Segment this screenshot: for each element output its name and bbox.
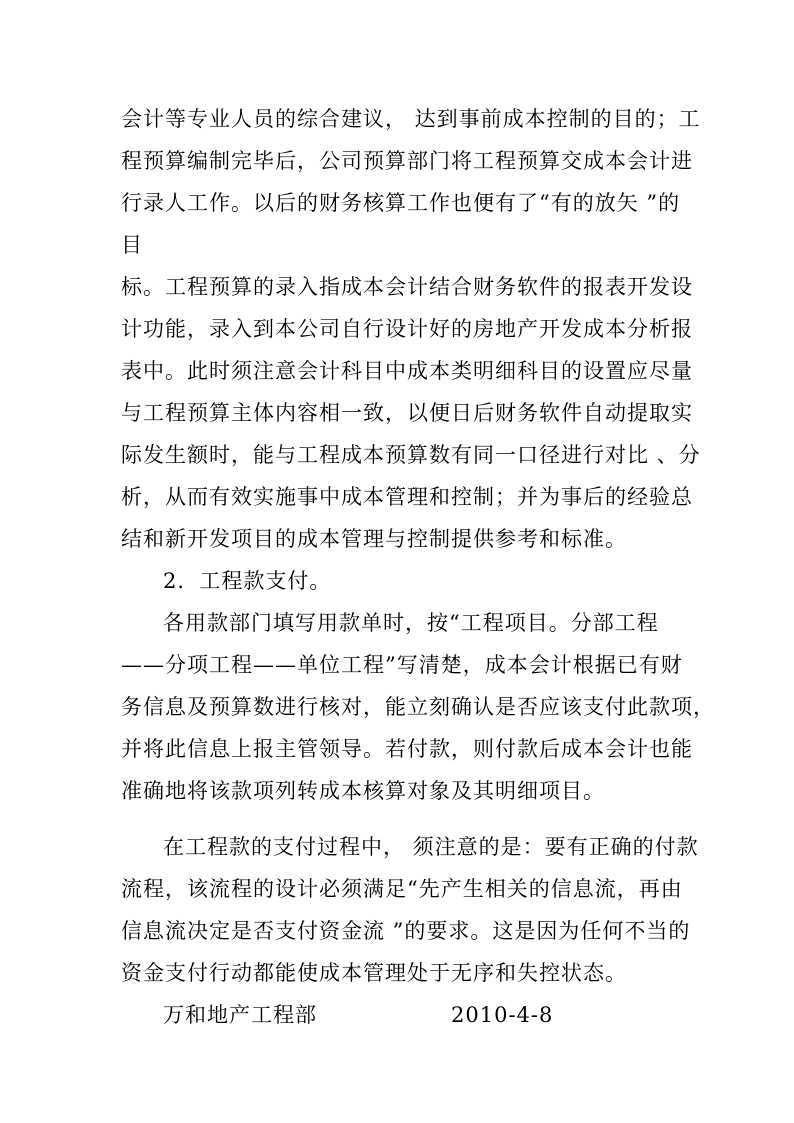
- paragraph-line: 目: [121, 233, 143, 257]
- paragraph-line: 与工程预算主体内容相一致，以便日后财务软件自动提取实: [121, 401, 693, 425]
- paragraph-line: ——分项工程——单位工程”写清楚，成本会计根据已有财: [121, 653, 683, 677]
- paragraph-line: 析，从而有效实施事中成本管理和控制；并为事后的经验总: [121, 485, 693, 509]
- paragraph-line: 流程，该流程的设计必须满足“先产生相关的信息流，再由: [121, 877, 683, 901]
- paragraph-line: 标。工程预算的录入指成本会计结合财务软件的报表开发设: [121, 275, 693, 299]
- paragraph-line: 行录人工作。以后的财务核算工作也便有了“有的放矢 ”的: [121, 191, 681, 215]
- paragraph-line: 务信息及预算数进行核对，能立刻确认是否应该支付此款项，: [121, 695, 715, 719]
- paragraph-line: 资金支付行动都能使成本管理处于无序和失控状态。: [121, 961, 627, 985]
- paragraph-line: 计功能，录入到本公司自行设计好的房地产开发成本分析报: [121, 317, 693, 341]
- section-heading: 2．工程款支付。: [163, 569, 332, 593]
- paragraph-line: 信息流决定是否支付资金流 ”的要求。这是因为任何不当的: [121, 919, 691, 943]
- signature-department: 万和地产工程部: [163, 1003, 317, 1027]
- signature-date: 2010-4-8: [451, 1003, 554, 1027]
- paragraph-line: 准确地将该款项列转成本核算对象及其明细项目。: [121, 779, 605, 803]
- paragraph-line: 表中。此时须注意会计科目中成本类明细科目的设置应尽量: [121, 359, 693, 383]
- paragraph-line: 结和新开发项目的成本管理与控制提供参考和标准。: [121, 527, 627, 551]
- paragraph-line: 程预算编制完毕后，公司预算部门将工程预算交成本会计进: [121, 149, 693, 173]
- paragraph-line: 并将此信息上报主管领导。若付款，则付款后成本会计也能: [121, 737, 693, 761]
- paragraph-line: 各用款部门填写用款单时，按“工程项目。分部工程: [163, 611, 659, 635]
- paragraph-line: 在工程款的支付过程中， 须注意的是：要有正确的付款: [163, 835, 699, 859]
- paragraph-line: 会计等专业人员的综合建议， 达到事前成本控制的目的；工: [121, 107, 701, 131]
- paragraph-line: 际发生额时，能与工程成本预算数有同一口径进行对比 、分: [121, 443, 701, 467]
